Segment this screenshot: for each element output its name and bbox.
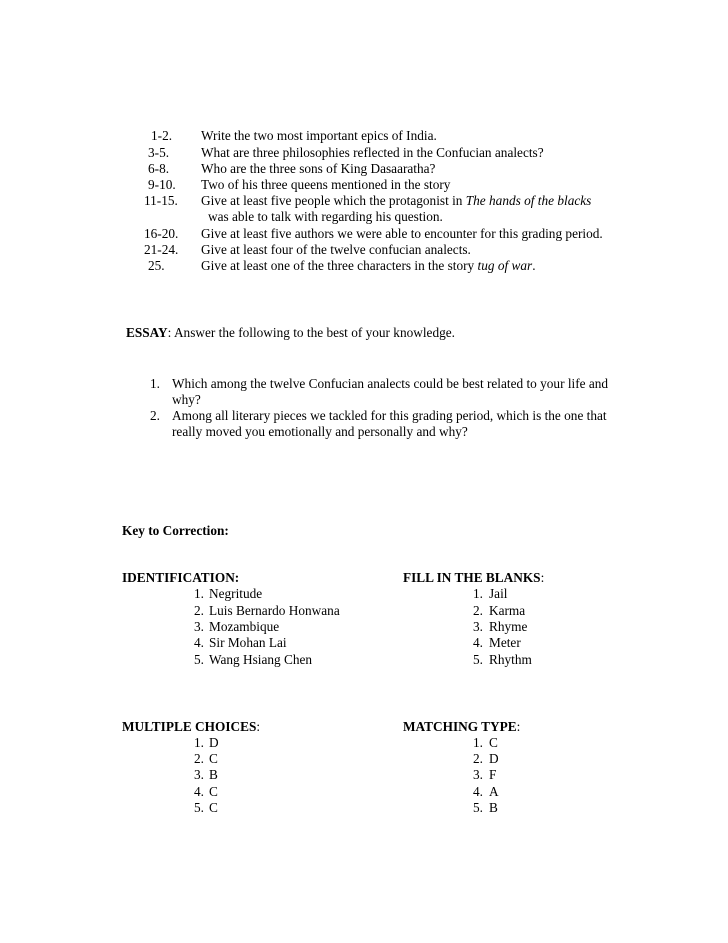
colon: : bbox=[516, 719, 521, 734]
list-item: Mozambique bbox=[209, 619, 280, 634]
list-number: 3. bbox=[194, 767, 204, 782]
list-number: 4. bbox=[473, 635, 483, 650]
question-text: Give at least five authors we were able to encounter for this grading period. bbox=[201, 226, 603, 241]
question-number: 1-2. bbox=[151, 128, 173, 143]
essay-instruction: : Answer the following to the best of your knowledge. bbox=[167, 325, 455, 340]
colon: : bbox=[540, 570, 545, 585]
list-number: 3. bbox=[473, 767, 483, 782]
question-number: 6-8. bbox=[148, 161, 170, 176]
list-item: C bbox=[489, 735, 498, 750]
question-number: 9-10. bbox=[148, 177, 176, 192]
list-number: 5. bbox=[473, 800, 483, 815]
list-number: 1. bbox=[473, 735, 483, 750]
list-number: 3. bbox=[473, 619, 483, 634]
list-item: Karma bbox=[489, 603, 526, 618]
essay-item-number: 1. bbox=[150, 376, 160, 391]
list-number: 1. bbox=[194, 586, 204, 601]
list-number: 2. bbox=[194, 751, 204, 766]
list-number: 5. bbox=[473, 652, 483, 667]
list-item: Meter bbox=[489, 635, 521, 650]
list-number: 5. bbox=[194, 652, 204, 667]
story-title: The hands of the blacks bbox=[465, 193, 592, 208]
list-item: B bbox=[489, 800, 498, 815]
question-number: 3-5. bbox=[148, 145, 170, 160]
list-number: 3. bbox=[194, 619, 204, 634]
list-item: Jail bbox=[489, 586, 508, 601]
matching-type-label: MATCHING TYPE bbox=[403, 719, 517, 734]
list-item: D bbox=[489, 751, 499, 766]
question-text-part: Give at least one of the three characters in the story bbox=[201, 258, 478, 273]
list-number: 4. bbox=[473, 784, 483, 799]
question-text: Give at least four of the twelve confucian analects. bbox=[201, 242, 471, 257]
question-text bbox=[201, 193, 591, 209]
list-item: Sir Mohan Lai bbox=[209, 635, 287, 650]
list-number: 1. bbox=[473, 586, 483, 601]
colon: : bbox=[256, 719, 261, 734]
essay-item-text: why? bbox=[172, 392, 201, 407]
question-text-part: Give at least five people which the protagonist in bbox=[201, 193, 466, 208]
question-number: 25. bbox=[148, 258, 165, 273]
question-text: Who are the three sons of King Dasaaratha? bbox=[201, 161, 436, 176]
essay-item-text: really moved you emotionally and personally and why? bbox=[172, 424, 468, 439]
question-text-part: . bbox=[532, 258, 536, 273]
essay-item-text: Which among the twelve Confucian analects could be best related to your life and bbox=[172, 376, 609, 391]
list-number: 4. bbox=[194, 784, 204, 799]
question-text: Two of his three queens mentioned in the story bbox=[201, 177, 451, 192]
essay-item-text: Among all literary pieces we tackled for this grading period, which is the one that bbox=[172, 408, 607, 423]
list-number: 2. bbox=[473, 603, 483, 618]
question-number: 16-20. bbox=[144, 226, 179, 241]
list-number: 4. bbox=[194, 635, 204, 650]
list-item: F bbox=[489, 767, 497, 782]
list-item: Luis Bernardo Honwana bbox=[209, 603, 340, 618]
list-item: Wang Hsiang Chen bbox=[209, 652, 313, 667]
multiple-choices-label: MULTIPLE CHOICES bbox=[122, 719, 257, 734]
list-number: 2. bbox=[194, 603, 204, 618]
essay-item-number: 2. bbox=[150, 408, 160, 423]
list-item: Negritude bbox=[209, 586, 263, 601]
list-number: 1. bbox=[194, 735, 204, 750]
essay-label: ESSAY bbox=[126, 325, 168, 340]
story-title: tug of war bbox=[477, 258, 533, 273]
list-number: 2. bbox=[473, 751, 483, 766]
list-item: C bbox=[209, 751, 218, 766]
question-text bbox=[201, 258, 536, 274]
multiple-choices-title bbox=[122, 719, 260, 735]
key-title: Key to Correction: bbox=[122, 523, 229, 538]
list-item: D bbox=[209, 735, 219, 750]
list-item: B bbox=[209, 767, 218, 782]
list-item: C bbox=[209, 784, 218, 799]
question-number: 21-24. bbox=[144, 242, 179, 257]
question-text: Write the two most important epics of India. bbox=[201, 128, 437, 143]
question-text: What are three philosophies reflected in the Confucian analects? bbox=[201, 145, 544, 160]
list-number: 5. bbox=[194, 800, 204, 815]
identification-title: IDENTIFICATION: bbox=[122, 570, 240, 585]
list-item: Rhythm bbox=[489, 652, 532, 667]
fill-blanks-title bbox=[403, 570, 544, 586]
list-item: Rhyme bbox=[489, 619, 528, 634]
question-text-continued: was able to talk with regarding his question. bbox=[208, 209, 443, 224]
list-item: C bbox=[209, 800, 218, 815]
question-number: 11-15. bbox=[144, 193, 178, 208]
essay-heading bbox=[126, 325, 455, 341]
fill-blanks-label: FILL IN THE BLANKS bbox=[403, 570, 541, 585]
matching-type-title bbox=[403, 719, 520, 735]
list-item: A bbox=[489, 784, 499, 799]
